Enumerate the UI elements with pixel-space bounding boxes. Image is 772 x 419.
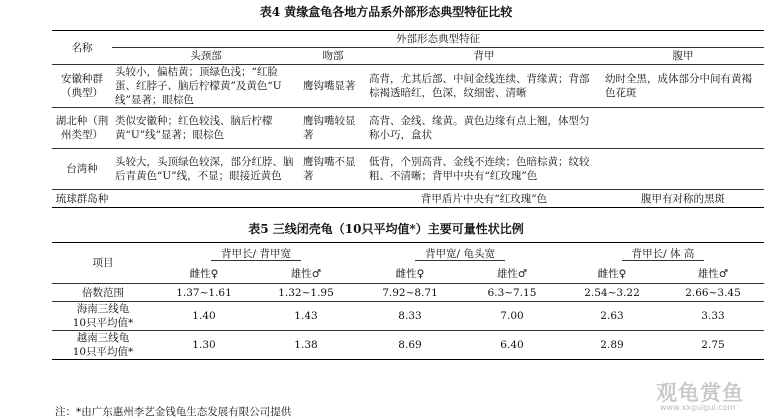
t5-cell: 1.32~1.95	[254, 284, 358, 302]
t4-header-back: 背甲	[473, 50, 495, 62]
t5-row-label-line1: 越南三线龟	[76, 332, 130, 344]
table4	[52, 30, 764, 208]
t4-row-name: 台湾种	[52, 149, 112, 190]
t5-cell: 3.33	[662, 302, 764, 331]
t5-row-label	[52, 331, 154, 360]
t4-row-belly: 腹甲有对称的黑斑	[602, 190, 764, 208]
t5-cell: 2.89	[562, 331, 662, 360]
t5-female-label: 雌性♀	[189, 268, 219, 280]
t5-header-item: 项目	[52, 243, 154, 284]
t5-row-label-line1: 海南三线龟	[76, 303, 130, 315]
t5-cell: 6.3~7.15	[462, 284, 562, 302]
t5-group-label: 背甲长/ 背甲宽	[211, 248, 301, 261]
t5-cell: 2.63	[562, 302, 662, 331]
t4-row-name: 安徽种群（典型）	[52, 65, 112, 108]
t4-row-name: 湖北种（荆州类型）	[52, 108, 112, 149]
t5-cell: 7.92~8.71	[358, 284, 462, 302]
t5-header-group	[562, 243, 764, 266]
t5-row-label: 倍数范围	[52, 284, 154, 302]
watermark-url: www.xxguigui.com	[660, 403, 736, 412]
t5-cell: 1.37~1.61	[154, 284, 254, 302]
t5-cell: 7.00	[462, 302, 562, 331]
t5-male-label: 雄性♂	[290, 268, 322, 280]
t5-female-label: 雌性♀	[395, 268, 425, 280]
t5-male-label: 雄性♂	[697, 268, 729, 280]
t5-cell: 8.69	[358, 331, 462, 360]
t5-cell: 1.30	[154, 331, 254, 360]
t5-female-label: 雌性♀	[597, 268, 627, 280]
t5-cell: 8.33	[358, 302, 462, 331]
t4-row-back: 高背、金线、缘黄。黄色边缘有点上翘，体型匀称小巧，盒状	[366, 108, 602, 149]
t4-row-belly: 幼时全黑，成体部分中间有黄褐色花斑	[602, 65, 764, 108]
t5-group-label: 背甲长/ 体 高	[622, 248, 705, 261]
t4-row-mouth: 鹰钩嘴较显著	[300, 108, 366, 149]
t4-header-mouth: 吻部	[322, 50, 344, 62]
t5-cell: 2.75	[662, 331, 764, 360]
table4-title: 表4 黄缘盒龟各地方品系外部形态典型特征比较	[259, 5, 513, 19]
t5-cell: 1.40	[154, 302, 254, 331]
t5-cell: 6.40	[462, 331, 562, 360]
t4-header-group: 外部形态典型特征	[112, 31, 764, 48]
watermark-logo: 观龟赏鱼	[656, 381, 744, 405]
t5-row-label	[52, 302, 154, 331]
t4-row-back: 高背，尤其后部、中间金线连续、背缘黄；背部棕褐透暗红，色深，纹细密、清晰	[366, 65, 602, 108]
t5-row-label-line2: 10只平均值*	[72, 317, 134, 329]
t4-header-belly: 腹甲	[672, 50, 694, 62]
t4-row-head	[112, 190, 300, 208]
t4-header-head: 头颈部	[190, 50, 222, 62]
t4-row-mouth: 鹰钩嘴不显著	[300, 149, 366, 190]
t5-cell: 1.38	[254, 331, 358, 360]
t4-header-name: 名称	[52, 31, 112, 65]
t5-group-label: 背甲宽/ 龟头宽	[415, 248, 505, 261]
t5-row-label-line2: 10只平均值*	[72, 346, 134, 358]
t4-row-mouth: 鹰钩嘴显著	[300, 65, 366, 108]
footnote: 注：*由广东惠州李艺金钱龟生态发展有限公司提供	[55, 406, 292, 418]
t4-row-back: 低背，个别高背、金线不连续；色暗棕黄；纹较粗、不清晰；背甲中央有“红玫瑰”色	[366, 149, 602, 190]
t5-cell: 2.66~3.45	[662, 284, 764, 302]
t5-header-group	[154, 243, 358, 266]
table5	[52, 242, 764, 360]
t5-male-label: 雄性♂	[496, 268, 528, 280]
t4-row-belly	[602, 149, 764, 190]
t4-row-head: 头较小，偏桔黄；顶绿色浅；“红脸蛋、红脖子、脑后柠檬黄”及黄色“U线”显著；眼棕色	[112, 65, 300, 108]
t5-cell: 2.54~3.22	[562, 284, 662, 302]
t4-row-name: 琉球群岛种	[52, 190, 112, 208]
t5-cell: 1.43	[254, 302, 358, 331]
t4-row-back: 背甲盾片中央有“红玫瑰”色	[366, 190, 602, 208]
t4-row-head: 类似安徽种；红色较浅、脑后柠檬黄“U”线”显著；眼棕色	[112, 108, 300, 149]
t5-header-group	[358, 243, 562, 266]
t4-row-mouth	[300, 190, 366, 208]
t4-row-belly	[602, 108, 764, 149]
t4-row-head: 头较大，头顶绿色较深，部分红脖、脑后青黄色“U”线，不显；眼接近黄色	[112, 149, 300, 190]
table5-title: 表5 三线闭壳龟（10只平均值*）主要可量性状比例	[248, 222, 524, 236]
